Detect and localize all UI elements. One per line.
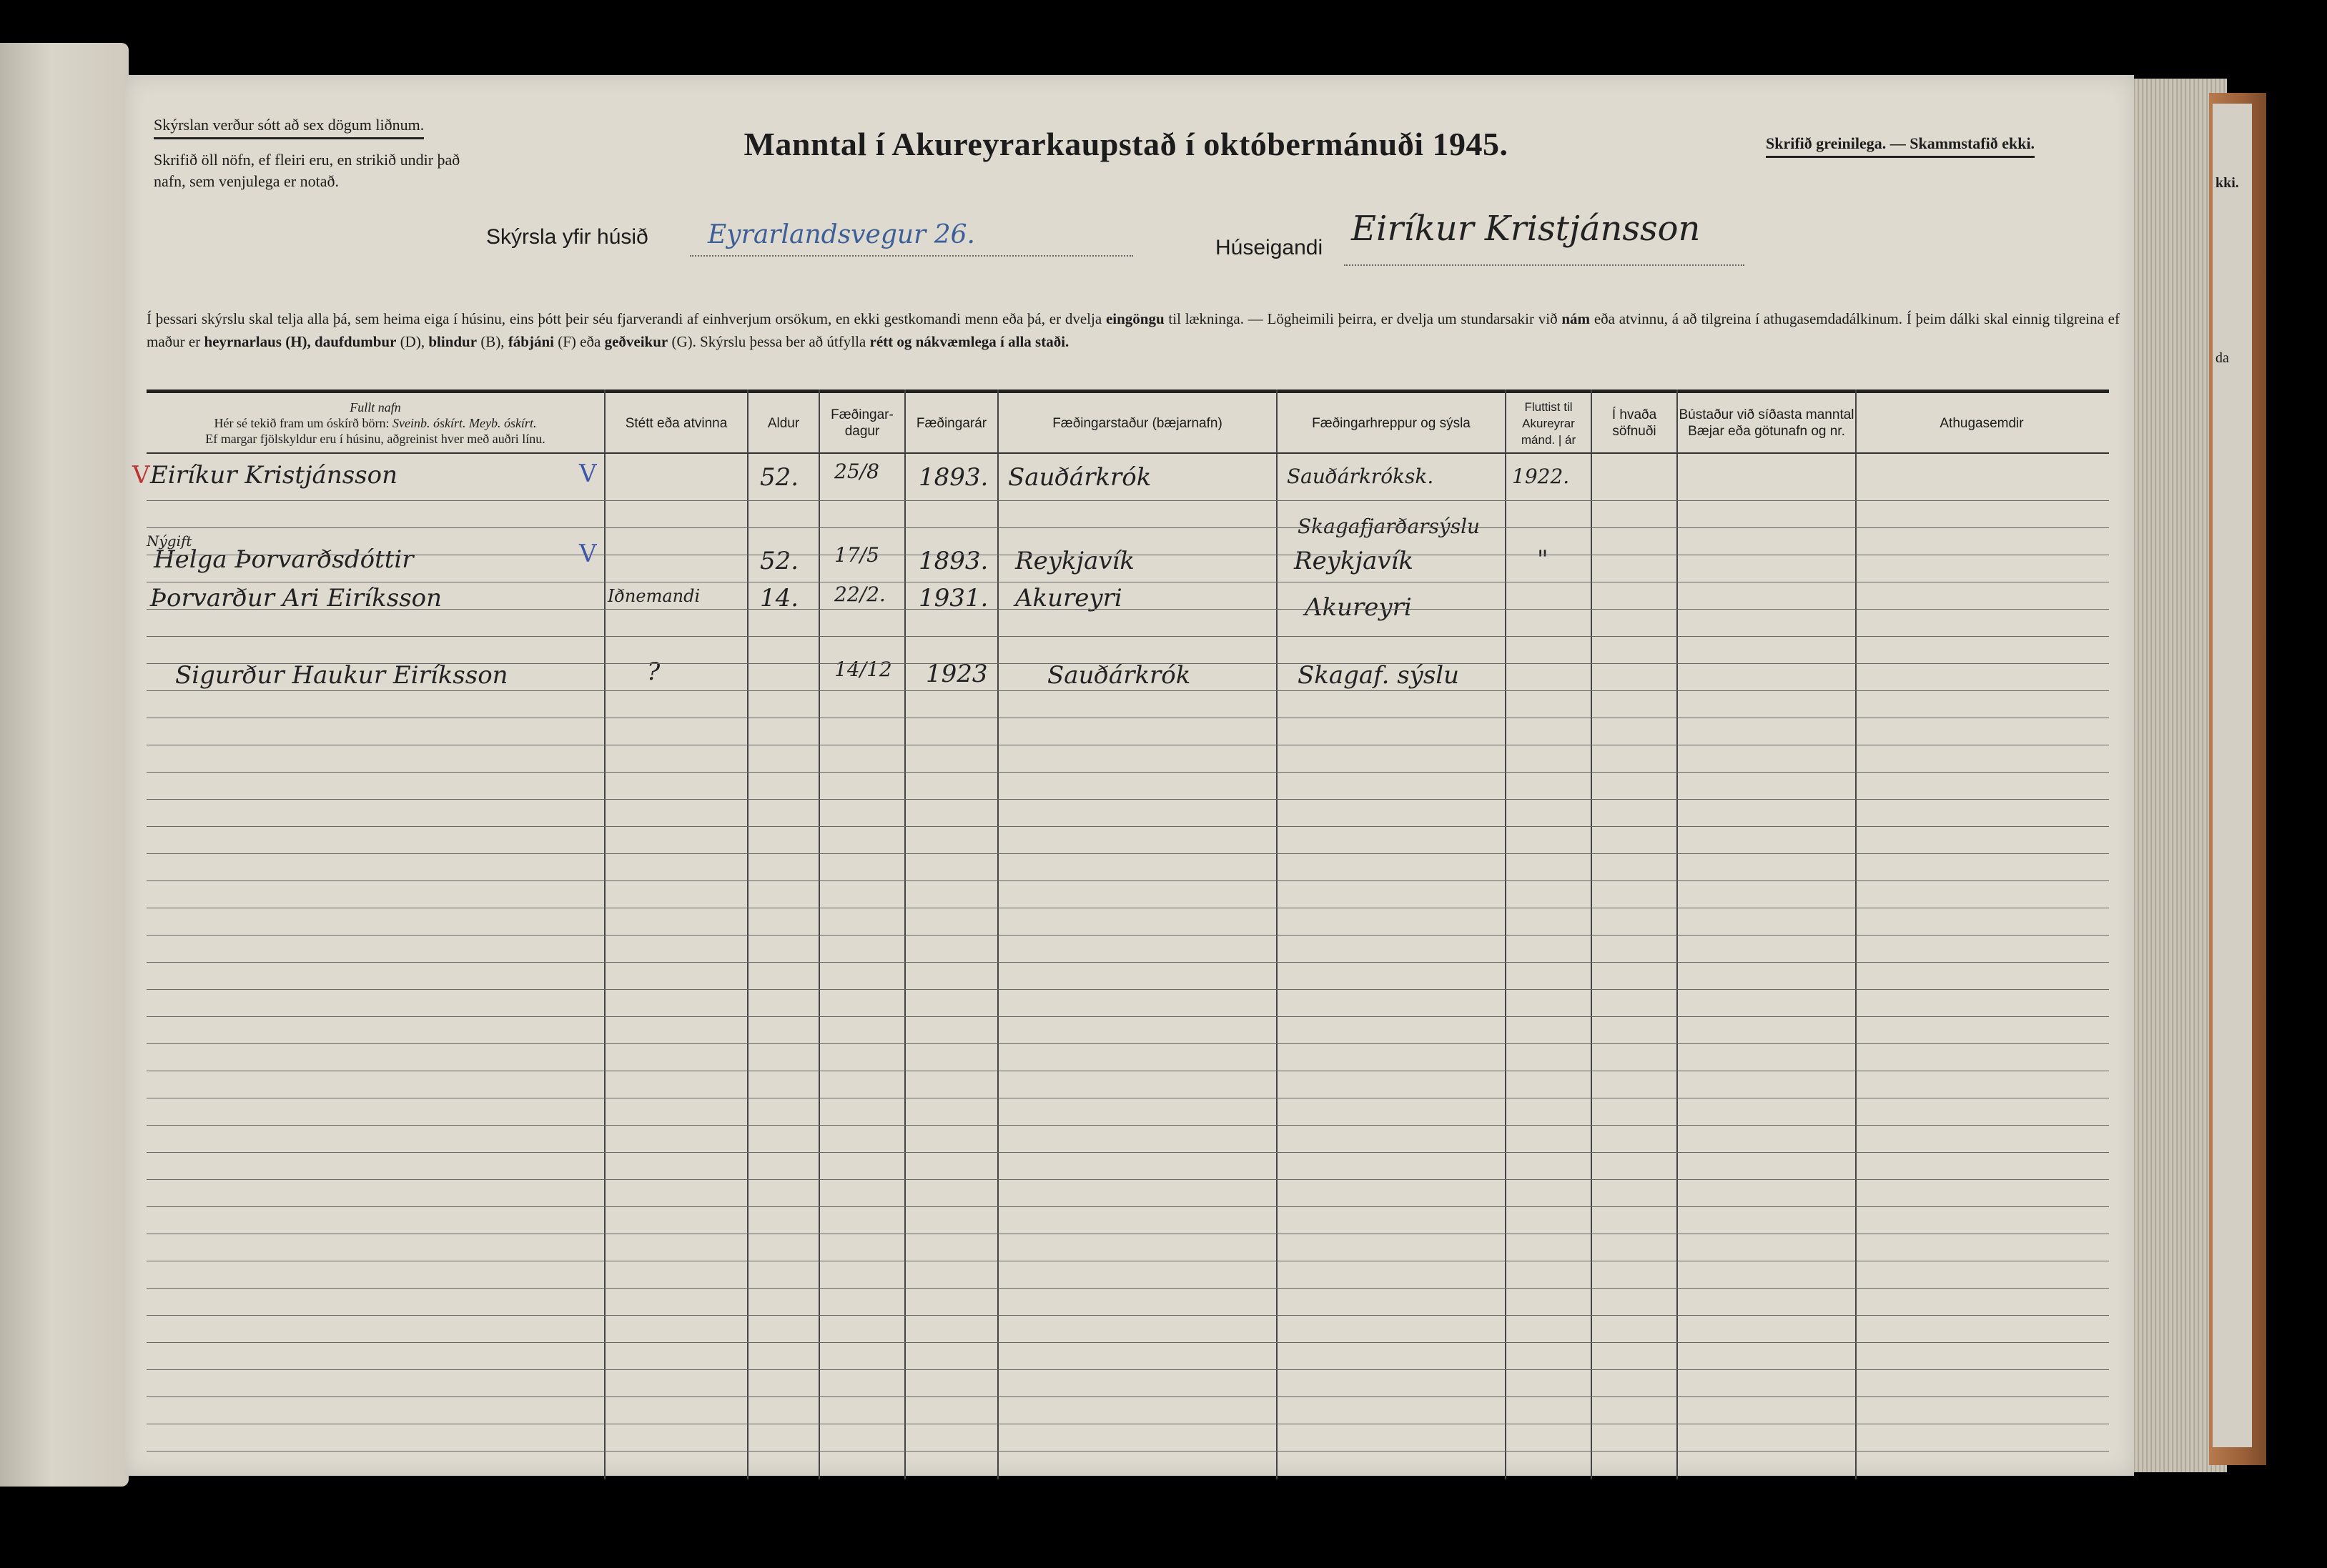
entry-1-age: 52. [760, 463, 799, 492]
ruled-line [147, 609, 2109, 610]
instr-text: (G). Skýrslu þessa ber að útfylla [668, 333, 870, 350]
red-check-mark: V [132, 461, 150, 490]
entry-3-birth-place: Akureyri [1015, 584, 1122, 612]
ruled-line [147, 1152, 2109, 1153]
ruled-line [147, 989, 2109, 990]
col-header-residence: Bústaður við síðasta manntal Bæjar eða götunafn og nr. [1679, 407, 1854, 439]
notice-left [154, 114, 475, 192]
ruled-line [147, 690, 2109, 691]
col-header-remarks: Athugasemdir [1940, 415, 2024, 431]
ruled-line [147, 799, 2109, 800]
ruled-line [147, 636, 2109, 637]
entry-2-birth-place: Reykjavík [1015, 547, 1135, 575]
ruled-line [147, 826, 2109, 827]
entry-1-birth-parish: Sauðárkróksk. [1287, 465, 1434, 488]
owner-line [1344, 264, 1744, 266]
instr-text: til lækninga. — Lögheimili þeirra, er dvelja um stundarsakir við [1164, 310, 1562, 327]
ruled-line [147, 853, 2109, 854]
entry-1-birth-place: Sauðárkrók [1008, 463, 1152, 492]
ruled-line [147, 1016, 2109, 1017]
ruled-line [147, 527, 2109, 528]
ruled-line [147, 1369, 2109, 1370]
notice-names: Skrifið öll nöfn, ef fleiri eru, en strikið undir það nafn, sem venjulega er notað. [154, 151, 460, 190]
entry-3-birth-parish: Akureyri [1305, 593, 1412, 622]
entry-2-name: Helga Þorvarðsdóttir [154, 545, 414, 574]
ruled-line [147, 1043, 2109, 1044]
instr-bold: eingöngu [1105, 310, 1165, 327]
entry-1-birth-day: 25/8 [834, 460, 879, 483]
ruled-line [147, 1206, 2109, 1207]
entry-4-birth-day: 14/12 [834, 658, 892, 681]
entry-4-occupation: ? [647, 658, 661, 686]
entry-4-name: Sigurður Haukur Eiríksson [175, 661, 508, 690]
instr-bold: blindur [428, 333, 478, 350]
entry-1-name: Eiríkur Kristjánsson [150, 461, 397, 490]
instr-text: eða atvinnu, á að tilgreina í athugasemdadálkinum. Í þeim dálki skal einnig tilgreina ef maður er [147, 310, 2120, 350]
col-header-birth-day: Fæðingar-dagur [831, 407, 894, 439]
ruled-line [147, 1179, 2109, 1180]
instr-bold: fábjáni [508, 333, 554, 350]
col-header-birth-parish: Fæðingarhreppur og sýsla [1312, 415, 1471, 431]
instructions [147, 307, 2120, 353]
notice-right: Skrifið greinilega. — Skammstafið ekki. [1766, 134, 2035, 158]
ruled-line [147, 1315, 2109, 1316]
entry-2-birth-year: 1893. [919, 547, 989, 575]
owner-value: Eiríkur Kristjánsson [1351, 209, 1701, 249]
col-header-birth-place: Fæðingarstaður (bæjarnafn) [1052, 415, 1222, 431]
entry-2-check: V [579, 540, 597, 568]
ruled-line [147, 935, 2109, 936]
col-header-birth-year: Fæðingarár [916, 415, 987, 431]
census-table [132, 389, 2109, 1479]
instr-text: (B), [477, 333, 508, 350]
entry-1-birth-year: 1893. [919, 463, 989, 492]
entry-1-check: V [579, 460, 597, 488]
page-title: Manntal í Akureyrarkaupstað í októbermánuði 1945. [743, 126, 1508, 162]
entry-2-birth-day: 17/5 [834, 543, 879, 567]
col-name-title: Fullt nafn [350, 400, 401, 415]
entry-4-birth-year: 1923 [926, 660, 988, 688]
col-header-moved: Fluttist til Akureyrar mánd. | ár [1521, 400, 1576, 447]
ruled-line [147, 1451, 2109, 1452]
col-name-sub1-italic: Sveinb. óskírt. Meyb. óskírt. [392, 416, 537, 430]
house-line [690, 255, 1133, 257]
instr-bold: geðveikur [604, 333, 668, 350]
ruled-line [147, 772, 2109, 773]
col-header-parish: Í hvaða söfnuði [1611, 407, 1657, 439]
table-top-rule [147, 389, 2109, 393]
ruled-line [147, 1125, 2109, 1126]
entry-1-moved: 1922. [1512, 465, 1570, 488]
instr-bold: rétt og nákvæmlega í alla staði. [869, 333, 1069, 350]
instr-text: (D), [396, 333, 429, 350]
entry-2-prefix: Nýgift [147, 532, 192, 550]
ruled-line [147, 1288, 2109, 1289]
entry-2-parish-above: Skagafjarðarsýslu [1298, 515, 1481, 538]
entry-2-moved: " [1537, 545, 1548, 574]
entry-2-birth-parish: Reykjavík [1294, 547, 1414, 575]
col-name-sub2: Ef margar fjölskyldur eru í húsinu, aðgreinist hver með auðri línu. [205, 432, 545, 446]
instr-bold: heyrnarlaus (H), daufdumbur [204, 333, 397, 350]
col-name-sub1-text: Hér sé tekið fram um óskírð börn: [214, 416, 390, 430]
house-label: Skýrsla yfir húsið [486, 225, 648, 249]
next-page-fragment-mid: da [2215, 350, 2229, 366]
owner-label: Húseigandi [1215, 236, 1323, 259]
entry-3-age: 14. [760, 584, 799, 612]
col-header-occupation: Stétt eða atvinna [625, 415, 728, 431]
table-header-rule [147, 452, 2109, 454]
left-page [0, 43, 129, 1487]
instr-text: (F) eða [554, 333, 605, 350]
entry-3-birth-year: 1931. [919, 584, 989, 612]
entry-4-birth-parish: Skagaf. sýslu [1298, 661, 1460, 690]
entry-2-age: 52. [760, 547, 799, 575]
col-name-sub1 [214, 415, 537, 431]
next-page-edge [2213, 104, 2252, 1447]
entry-3-occupation: Iðnemandi [608, 586, 701, 606]
instr-text: Í þessari skýrslu skal telja alla þá, sem heima eiga í húsinu, eins þótt þeir séu fjarverandi af einhverjum orsökum, en ekki gestkomandi menn eða þá, er dvelja [147, 310, 1106, 327]
house-value: Eyrarlandsvegur 26. [708, 220, 975, 249]
ruled-line [147, 1342, 2109, 1343]
entry-3-birth-day: 22/2. [834, 582, 886, 606]
entry-3-name: Þorvarður Ari Eiríksson [150, 584, 443, 612]
ruled-line [147, 1396, 2109, 1397]
instr-bold: nám [1561, 310, 1591, 327]
entry-4-birth-place: Sauðárkrók [1047, 661, 1191, 690]
next-page-fragment-top: kki. [2215, 175, 2239, 191]
col-header-name [147, 395, 604, 451]
ruled-line [147, 500, 2109, 501]
col-header-age: Aldur [767, 415, 800, 431]
ruled-line [147, 962, 2109, 963]
notice-collection: Skýrslan verður sótt að sex dögum liðnum. [154, 114, 424, 139]
ruled-line [147, 663, 2109, 664]
ruled-line [147, 880, 2109, 881]
